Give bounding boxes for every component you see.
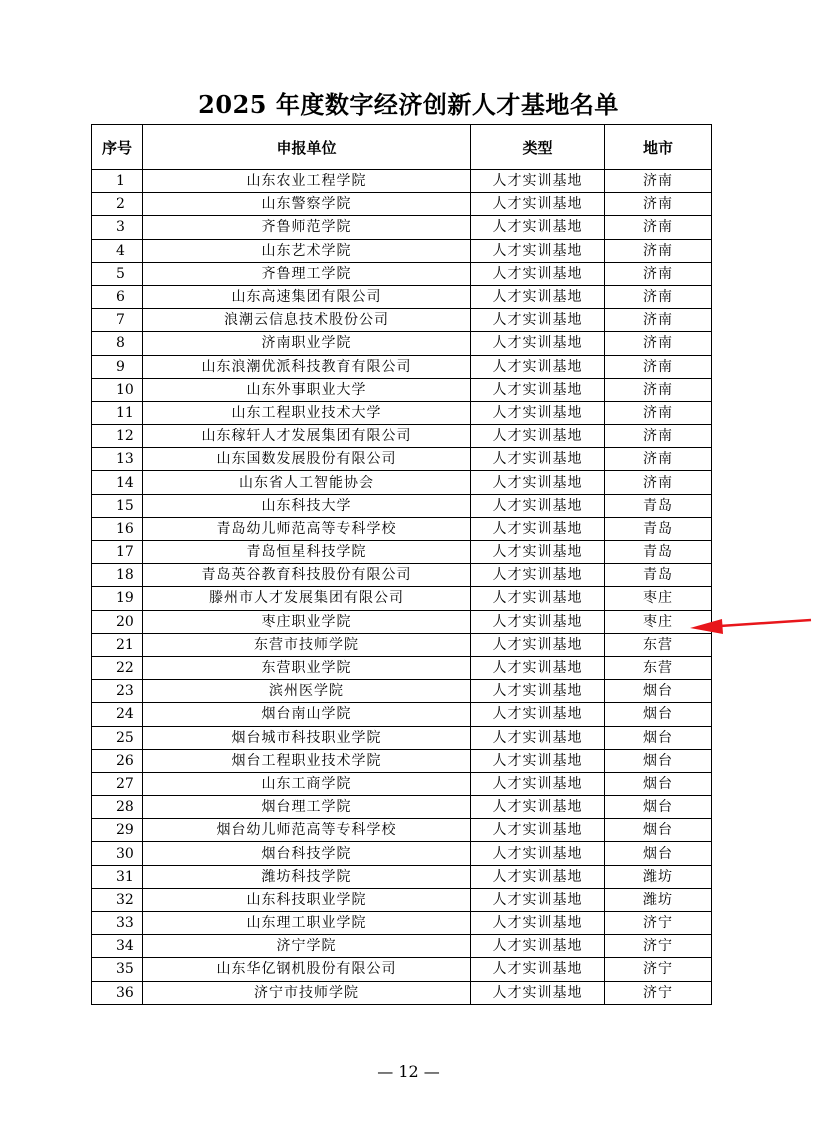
column-header-unit: 申报单位 [143, 125, 471, 170]
cell-unit: 烟台工程职业技术学院 [143, 749, 471, 772]
cell-city: 济南 [605, 239, 712, 262]
cell-city: 济南 [605, 401, 712, 424]
cell-type: 人才实训基地 [471, 332, 605, 355]
cell-unit: 山东华亿钢机股份有限公司 [143, 958, 471, 981]
cell-unit: 齐鲁师范学院 [143, 216, 471, 239]
cell-number: 23 [92, 680, 143, 703]
cell-city: 青岛 [605, 541, 712, 564]
cell-unit: 山东工商学院 [143, 772, 471, 795]
cell-type: 人才实训基地 [471, 935, 605, 958]
cell-city: 济南 [605, 262, 712, 285]
cell-number: 27 [92, 772, 143, 795]
cell-unit: 山东稼轩人才发展集团有限公司 [143, 425, 471, 448]
cell-type: 人才实训基地 [471, 262, 605, 285]
cell-number: 26 [92, 749, 143, 772]
cell-city: 青岛 [605, 494, 712, 517]
page-number: — 12 — [377, 1062, 440, 1081]
cell-type: 人才实训基地 [471, 981, 605, 1004]
cell-unit: 山东科技大学 [143, 494, 471, 517]
cell-type: 人才实训基地 [471, 309, 605, 332]
cell-city: 济宁 [605, 935, 712, 958]
cell-city: 烟台 [605, 749, 712, 772]
cell-number: 6 [92, 285, 143, 308]
cell-number: 11 [92, 401, 143, 424]
arrow-head-icon [690, 619, 723, 634]
cell-city: 青岛 [605, 517, 712, 540]
cell-city: 济南 [605, 193, 712, 216]
cell-number: 30 [92, 842, 143, 865]
cell-city: 潍坊 [605, 865, 712, 888]
cell-city: 烟台 [605, 842, 712, 865]
cell-number: 12 [92, 425, 143, 448]
cell-unit: 烟台理工学院 [143, 796, 471, 819]
cell-type: 人才实训基地 [471, 656, 605, 679]
cell-unit: 东营职业学院 [143, 656, 471, 679]
cell-number: 8 [92, 332, 143, 355]
cell-type: 人才实训基地 [471, 958, 605, 981]
cell-unit: 青岛恒星科技学院 [143, 541, 471, 564]
cell-city: 济南 [605, 378, 712, 401]
cell-number: 2 [92, 193, 143, 216]
cell-number: 18 [92, 564, 143, 587]
cell-unit: 青岛幼儿师范高等专科学校 [143, 517, 471, 540]
cell-number: 19 [92, 587, 143, 610]
cell-number: 20 [92, 610, 143, 633]
cell-unit: 潍坊科技学院 [143, 865, 471, 888]
cell-type: 人才实训基地 [471, 355, 605, 378]
cell-type: 人才实训基地 [471, 633, 605, 656]
cell-type: 人才实训基地 [471, 517, 605, 540]
cell-city: 济南 [605, 216, 712, 239]
cell-type: 人才实训基地 [471, 819, 605, 842]
cell-city: 枣庄 [605, 587, 712, 610]
cell-city: 东营 [605, 633, 712, 656]
cell-city: 济南 [605, 170, 712, 193]
cell-number: 24 [92, 703, 143, 726]
cell-number: 9 [92, 355, 143, 378]
cell-type: 人才实训基地 [471, 378, 605, 401]
cell-type: 人才实训基地 [471, 193, 605, 216]
cell-number: 31 [92, 865, 143, 888]
cell-number: 28 [92, 796, 143, 819]
cell-unit: 山东警察学院 [143, 193, 471, 216]
cell-unit: 山东浪潮优派科技教育有限公司 [143, 355, 471, 378]
cell-type: 人才实训基地 [471, 170, 605, 193]
arrow-shaft [720, 620, 811, 626]
cell-number: 10 [92, 378, 143, 401]
cell-city: 济宁 [605, 958, 712, 981]
cell-number: 35 [92, 958, 143, 981]
cell-city: 烟台 [605, 680, 712, 703]
cell-number: 16 [92, 517, 143, 540]
cell-type: 人才实训基地 [471, 680, 605, 703]
cell-type: 人才实训基地 [471, 448, 605, 471]
column-header-city: 地市 [605, 125, 712, 170]
cell-unit: 济南职业学院 [143, 332, 471, 355]
cell-number: 5 [92, 262, 143, 285]
cell-unit: 山东理工职业学院 [143, 912, 471, 935]
cell-number: 3 [92, 216, 143, 239]
cell-city: 济南 [605, 309, 712, 332]
cell-city: 济南 [605, 332, 712, 355]
cell-type: 人才实训基地 [471, 772, 605, 795]
cell-number: 32 [92, 888, 143, 911]
cell-type: 人才实训基地 [471, 425, 605, 448]
cell-city: 济南 [605, 285, 712, 308]
cell-type: 人才实训基地 [471, 703, 605, 726]
cell-unit: 山东省人工智能协会 [143, 471, 471, 494]
cell-type: 人才实训基地 [471, 471, 605, 494]
cell-unit: 烟台科技学院 [143, 842, 471, 865]
cell-city: 济南 [605, 471, 712, 494]
cell-type: 人才实训基地 [471, 865, 605, 888]
cell-type: 人才实训基地 [471, 564, 605, 587]
cell-number: 1 [92, 170, 143, 193]
cell-number: 21 [92, 633, 143, 656]
cell-unit: 济宁学院 [143, 935, 471, 958]
cell-number: 7 [92, 309, 143, 332]
cell-number: 22 [92, 656, 143, 679]
cell-unit: 滨州医学院 [143, 680, 471, 703]
cell-unit: 东营市技师学院 [143, 633, 471, 656]
cell-city: 烟台 [605, 796, 712, 819]
cell-unit: 山东国数发展股份有限公司 [143, 448, 471, 471]
cell-unit: 山东科技职业学院 [143, 888, 471, 911]
cell-unit: 枣庄职业学院 [143, 610, 471, 633]
cell-city: 济宁 [605, 912, 712, 935]
cell-city: 青岛 [605, 564, 712, 587]
cell-city: 枣庄 [605, 610, 712, 633]
cell-city: 烟台 [605, 726, 712, 749]
cell-unit: 山东艺术学院 [143, 239, 471, 262]
cell-number: 14 [92, 471, 143, 494]
cell-type: 人才实训基地 [471, 610, 605, 633]
cell-unit: 烟台南山学院 [143, 703, 471, 726]
cell-unit: 滕州市人才发展集团有限公司 [143, 587, 471, 610]
cell-city: 济南 [605, 355, 712, 378]
cell-city: 潍坊 [605, 888, 712, 911]
cell-type: 人才实训基地 [471, 239, 605, 262]
cell-city: 烟台 [605, 703, 712, 726]
cell-number: 34 [92, 935, 143, 958]
cell-type: 人才实训基地 [471, 912, 605, 935]
cell-type: 人才实训基地 [471, 587, 605, 610]
cell-unit: 山东外事职业大学 [143, 378, 471, 401]
cell-number: 4 [92, 239, 143, 262]
cell-type: 人才实训基地 [471, 796, 605, 819]
cell-number: 13 [92, 448, 143, 471]
cell-unit: 青岛英谷教育科技股份有限公司 [143, 564, 471, 587]
cell-unit: 山东农业工程学院 [143, 170, 471, 193]
cell-city: 济南 [605, 448, 712, 471]
cell-type: 人才实训基地 [471, 216, 605, 239]
cell-number: 29 [92, 819, 143, 842]
cell-city: 济南 [605, 425, 712, 448]
cell-number: 36 [92, 981, 143, 1004]
cell-type: 人才实训基地 [471, 285, 605, 308]
cell-unit: 烟台幼儿师范高等专科学校 [143, 819, 471, 842]
cell-type: 人才实训基地 [471, 888, 605, 911]
cell-number: 17 [92, 541, 143, 564]
cell-number: 15 [92, 494, 143, 517]
cell-city: 东营 [605, 656, 712, 679]
cell-unit: 山东工程职业技术大学 [143, 401, 471, 424]
column-header-type: 类型 [471, 125, 605, 170]
cell-number: 25 [92, 726, 143, 749]
cell-number: 33 [92, 912, 143, 935]
cell-unit: 齐鲁理工学院 [143, 262, 471, 285]
cell-unit: 济宁市技师学院 [143, 981, 471, 1004]
cell-type: 人才实训基地 [471, 541, 605, 564]
cell-type: 人才实训基地 [471, 494, 605, 517]
cell-type: 人才实训基地 [471, 726, 605, 749]
cell-city: 烟台 [605, 772, 712, 795]
cell-unit: 烟台城市科技职业学院 [143, 726, 471, 749]
cell-type: 人才实训基地 [471, 842, 605, 865]
cell-city: 济宁 [605, 981, 712, 1004]
cell-city: 烟台 [605, 819, 712, 842]
cell-unit: 浪潮云信息技术股份公司 [143, 309, 471, 332]
page-title: 2025 年度数字经济创新人才基地名单 [198, 90, 619, 119]
cell-type: 人才实训基地 [471, 401, 605, 424]
column-header-number: 序号 [92, 125, 143, 170]
cell-type: 人才实训基地 [471, 749, 605, 772]
cell-unit: 山东高速集团有限公司 [143, 285, 471, 308]
